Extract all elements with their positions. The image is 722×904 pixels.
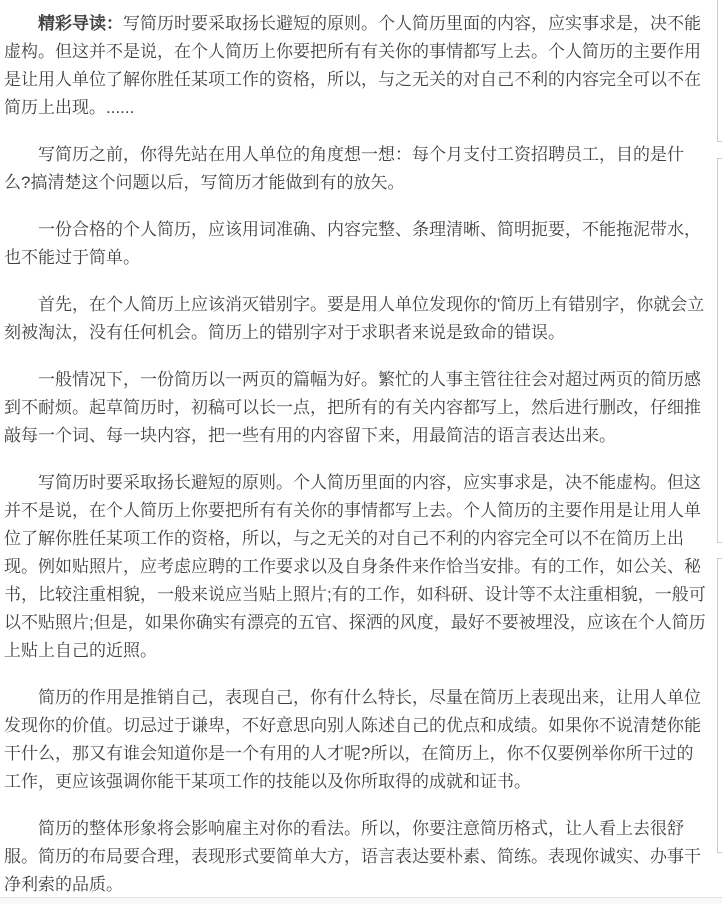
paragraph-self-promotion: 简历的作用是推销自己，表现自己，你有什么特长，尽量在简历上表现出来，让用人单位发现你的价值。切忌过于谦卑，不好意思向别人陈述自己的优点和成绩。如果你不说清楚你能干什么，那又有谁会知道你是一个有用的人才呢?所以，在简历上，你不仅要例举你所干过的工作，更应该强调你能干某项工作的技能以及你所取得的成就和证书。 <box>4 688 701 791</box>
sidebar-card-edge-bottom <box>717 558 722 853</box>
paragraph-overall-image: 简历的整体形象将会影响雇主对你的看法。所以，你要注意简历格式，让人看上去很舒服。简历的布局要合理，表现形式要简单大方，语言表达要朴素、简练。表现你诚实、办事干净利索的品质。 <box>4 819 701 894</box>
resume-article-body <box>4 10 706 904</box>
page-bottom-divider <box>0 897 722 904</box>
sidebar-card-edge-middle <box>717 158 722 543</box>
lead-paragraph-text: 写简历时要采取扬长避短的原则。个人简历里面的内容，应实事求是，决不能虚构。但这并不是说，在个人简历上你要把所有有关你的事情都写上去。个人简历的主要作用是让用人单位了解你胜任某项工作的资格，所以，与之无关的对自己不利的内容完全可以不在简历上出现。...... <box>4 14 701 117</box>
paragraph-no-typos: 首先，在个人简历上应该消灭错别字。要是用人单位发现你的'简历上有错别字，你就会立刻被淘汰，没有任何机会。简历上的错别字对于求职者来说是致命的错误。 <box>4 295 705 342</box>
lead-label: 精彩导读： <box>38 14 123 33</box>
sidebar-card-edge-top <box>717 0 722 142</box>
paragraph-before-writing: 写简历之前，你得先站在用人单位的角度想一想：每个月支付工资招聘员工，目的是什么?搞清楚这个问题以后，写简历才能做到有的放矢。 <box>4 145 684 192</box>
paragraph-lead <box>4 10 706 122</box>
paragraph-length-advice: 一般情况下，一份简历以一两页的篇幅为好。繁忙的人事主管往往会对超过两页的简历感到不耐烦。起草简历时，初稿可以长一点，把所有的有关内容都写上，然后进行删改，仔细推敲每一个词、每一块内容，把一些有用的内容留下来，用最简洁的语言表达出来。 <box>4 370 701 445</box>
paragraph-qualified-resume: 一份合格的个人简历，应该用词准确、内容完整、条理清晰、简明扼要，不能拖泥带水，也不能过于简单。 <box>4 220 701 267</box>
paragraph-strengths-principle: 写简历时要采取扬长避短的原则。个人简历里面的内容，应实事求是，决不能虚构。但这并不是说，在个人简历上你要把所有有关你的事情都写上去。个人简历的主要作用是让用人单位了解你胜任某项工作的资格，所以，与之无关的对自己不利的内容完全可以不在简历上出现。例如贴照片，应考虑应聘的工作要求以及自身条件来作恰当安排。有的工作，如公关、秘书，比较注重相貌，一般来说应当贴上照片;有的工作，如科研、设计等不太注重相貌，一般可以不贴照片;但是，如果你确实有漂亮的五官、探洒的风度，最好不要被埋没，应该在个人简历上贴上自己的近照。 <box>4 473 706 660</box>
